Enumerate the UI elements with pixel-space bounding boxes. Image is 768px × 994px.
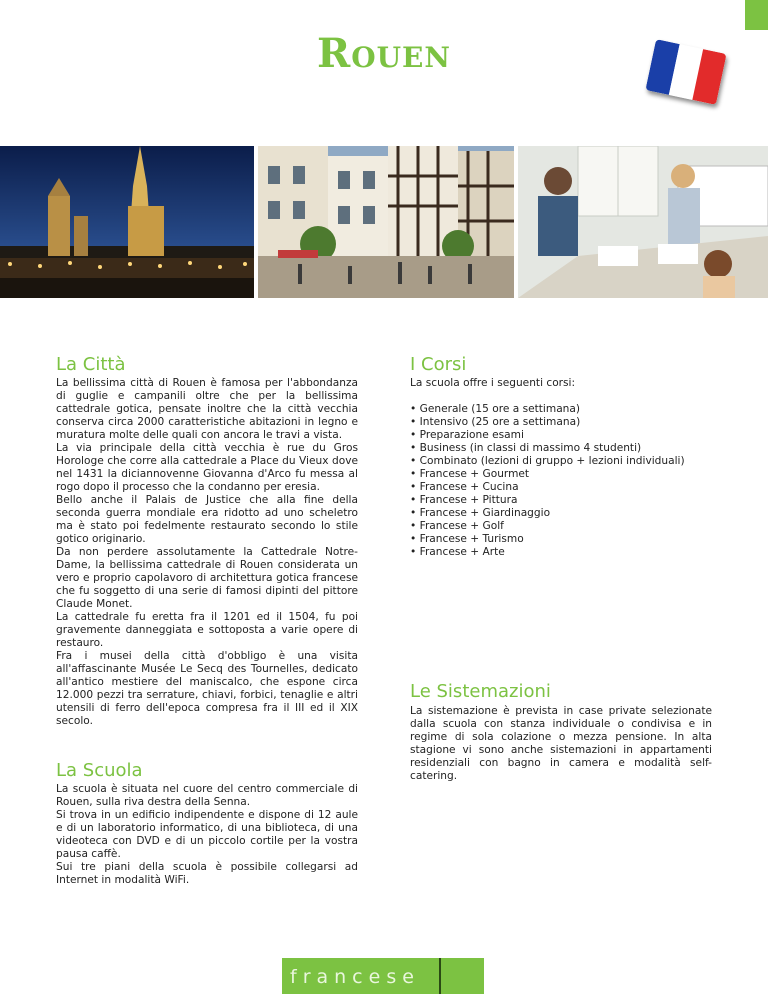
school-paragraph: Si trova in un edificio indipendente e dispone di 12 aule e di un laboratorio informatico, di una biblioteca, di una videoteca con DVD e di un piccolo cortile per la vostra pausa caffè.: [56, 809, 358, 860]
city-paragraph: La via principale della città vecchia è rue du Gros Horologe che corre alla cattedrale a Place du Vieux dove nel 1431 la diciannovenne Giovanna d'Arco fu messa al rogo dopo il processo che la condanno per eresia.: [56, 442, 358, 493]
city-paragraph: La bellissima città di Rouen è famosa per l'abbondanza di guglie e campanili oltre che per la bellissima cattedrale gotica, pensate inoltre che la città vecchia conserva circa 2000 caratteristiche abitazioni in legno e muratura molte delle quali con ancora le travi a vista.: [56, 377, 358, 441]
city-heading: La Città: [56, 354, 126, 375]
accommodation-paragraph: La sistemazione è prevista in case private selezionate dalla scuola con stanza individuale o condivisa e in regime di sola colazione o mezza pensione. In alta stagione vi sono anche sistemazioni in appartamenti residenziali con bagno in camera e modalità self-catering.: [410, 705, 712, 782]
classroom-lesson-photo: [518, 146, 768, 298]
city-paragraph: La cattedrale fu eretta fra il 1201 ed il 1504, fu poi gravemente danneggiata e sottoposta a varie opere di restauro.: [56, 611, 358, 649]
city-paragraph: Bello anche il Palais de Justice che alla fine della seconda guerra mondiale era ridotto ad uno scheletro ma è stato poi fedelmente restaurato secondo lo stile gotico originario.: [56, 494, 358, 545]
corner-accent: [745, 0, 768, 30]
courses-intro: La scuola offre i seguenti corsi:: [410, 377, 576, 389]
courses-heading: I Corsi: [410, 354, 467, 375]
photo-strip: [0, 146, 768, 298]
rouen-half-timbered-square-photo: [258, 146, 514, 298]
footer-divider: [439, 958, 441, 994]
page-title: Rouen: [317, 30, 451, 77]
course-item: • Combinato (lezioni di gruppo + lezioni individuali): [410, 455, 720, 468]
city-paragraph: Da non perdere assolutamente la Cattedrale Notre-Dame, la bellissima cattedrale di Rouen considerata un vero e proprio capolavoro di architettura gotica francese che fu soggetto di una serie di famosi dipinti del pittore Claude Monet.: [56, 546, 358, 610]
accommodation-heading: Le Sistemazioni: [410, 681, 551, 702]
courses-list: [410, 403, 720, 559]
course-item: • Francese + Golf: [410, 520, 720, 533]
footer-bar: [282, 958, 484, 994]
course-item: • Francese + Cucina: [410, 481, 720, 494]
course-item: • Francese + Arte: [410, 546, 720, 559]
course-item: • Francese + Giardinaggio: [410, 507, 720, 520]
course-item: • Francese + Pittura: [410, 494, 720, 507]
school-text: [56, 783, 358, 887]
school-heading: La Scuola: [56, 760, 143, 781]
course-item: • Francese + Gourmet: [410, 468, 720, 481]
city-paragraph: Fra i musei della città d'obbligo è una visita all'affascinante Musée Le Secq des Tournelles, dedicato all'antico mestiere del maniscalco, che espone circa 12.000 pezzi tra serrature, chiavi, forbici, tenaglie e altri utensili di ferro dell'epoca compresa fra il III ed il XIX secolo.: [56, 650, 358, 727]
course-item: • Preparazione esami: [410, 429, 720, 442]
courses-text: [410, 377, 720, 559]
school-paragraph: La scuola è situata nel cuore del centro commerciale di Rouen, sulla riva destra della Senna.: [56, 783, 358, 808]
accommodation-text: [410, 705, 712, 783]
footer-language-label: francese: [290, 966, 420, 988]
course-item: • Francese + Turismo: [410, 533, 720, 546]
course-item: • Business (in classi di massimo 4 studenti): [410, 442, 720, 455]
rouen-cathedral-night-photo: [0, 146, 254, 298]
city-text: [56, 377, 358, 728]
course-item: • Intensivo (25 ore a settimana): [410, 416, 720, 429]
course-item: • Generale (15 ore a settimana): [410, 403, 720, 416]
school-paragraph: Sui tre piani della scuola è possibile collegarsi ad Internet in modalità WiFi.: [56, 861, 358, 886]
